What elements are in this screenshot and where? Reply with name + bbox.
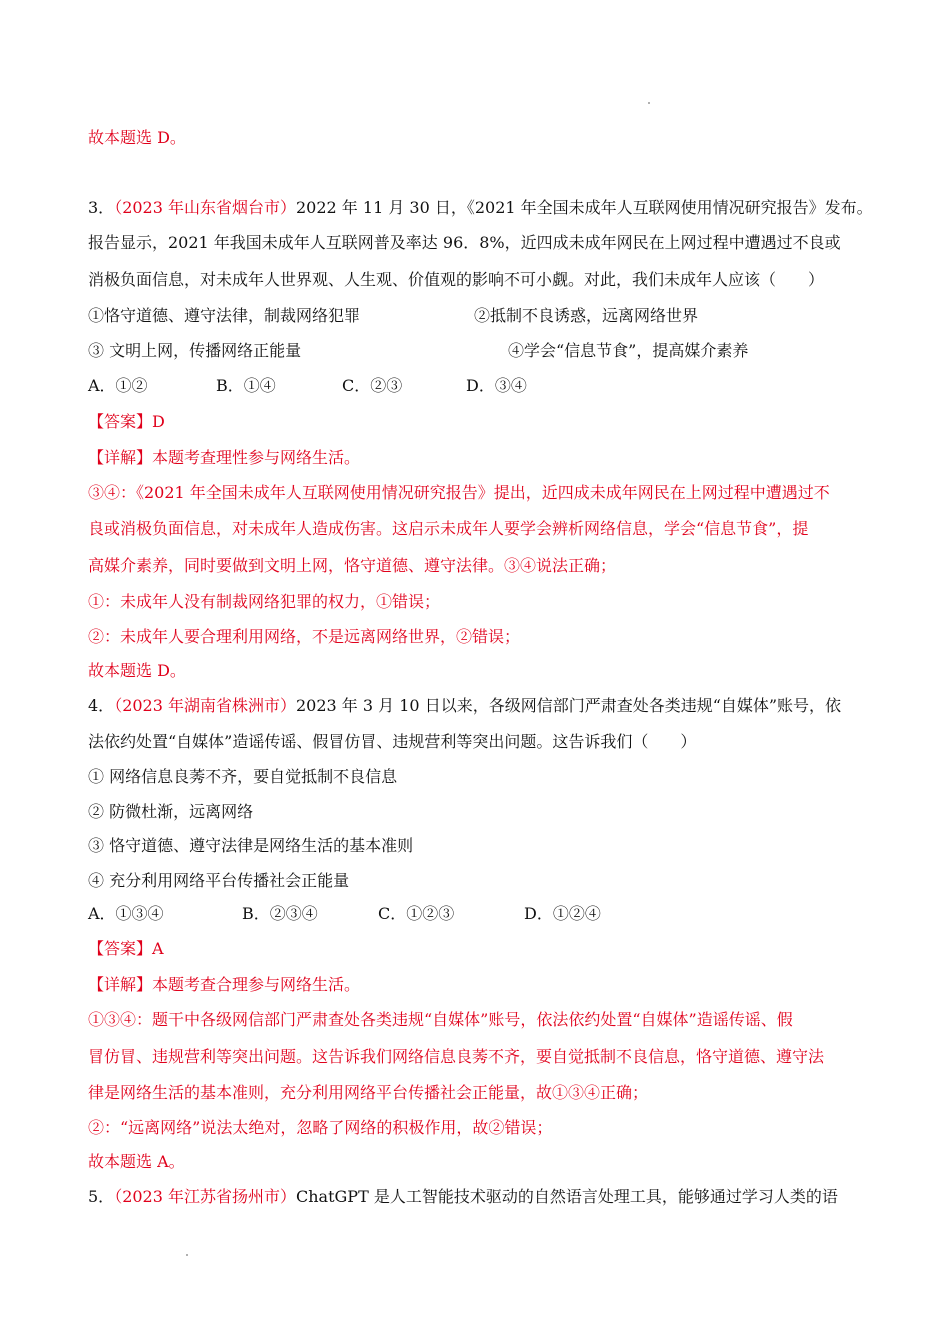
q3-answer-value: D [152,412,165,431]
q3-answer-tag: 【答案】 [88,412,153,431]
q3-choice-c: C．②③ [342,376,403,395]
q3-stem-line3: 消极负面信息，对未成年人世界观、人生观、价值观的影响不可小觑。对此，我们未成年人应该（ ） [88,270,825,289]
q4-stem-line1 [88,696,841,716]
q3-stem-line2: 报告显示，2021 年我国未成年人互联网普及率达 96．8%，近四成未成年网民在上网过程中遭遇过不良或 [88,233,841,252]
q3-detail-tag: 【详解】 [88,448,153,467]
q5-number: 5． [88,1187,115,1206]
q3-detail [88,448,360,468]
q3-stem-line1 [88,198,873,218]
q4-stem-line2: 法依约处置“自媒体”造谣传谣、假冒仿冒、违规营利等突出问题。这告诉我们（ ） [88,732,697,751]
top-conclusion: 故本题选 D。 [88,128,186,147]
q3-item-4: ④学会“信息节食”，提高媒介素养 [508,341,749,360]
scan-dot-bottom [186,1254,188,1256]
q3-conclusion: 故本题选 D。 [88,661,186,680]
q4-item-1: ① 网络信息良莠不齐，要自觉抵制不良信息 [88,767,398,786]
q4-choice-b: B．②③④ [242,904,318,923]
q3-choice-d: D．③④ [466,376,527,395]
q5-stem-line1 [88,1187,838,1207]
q3-number: 3． [88,198,115,217]
q5-stem-text: ChatGPT 是人工智能技术驱动的自然语言处理工具，能够通过学习人类的语 [296,1187,838,1206]
q4-detail [88,975,360,995]
q4-source: （2023 年湖南省株洲市） [114,696,296,715]
scan-dot [648,102,650,104]
q4-analysis-line3: 律是网络生活的基本准则，充分利用网络平台传播社会正能量，故①③④正确； [88,1083,649,1102]
q3-item-3: ③ 文明上网，传播网络正能量 [88,341,302,360]
q3-analysis-line3: 高媒介素养，同时要做到文明上网，恪守道德、遵守法律。③④说法正确； [88,556,617,575]
q4-choice-c: C．①②③ [378,904,455,923]
q3-analysis-line5: ②：未成年人要合理利用网络，不是远离网络世界，②错误； [88,627,521,646]
q3-analysis-line1: ③④：《2021 年全国未成年人互联网使用情况研究报告》提出，近四成未成年网民在上网过程中遭遇过不 [88,483,830,502]
q3-answer [88,412,165,432]
q3-stem-text: 2022 年 11 月 30 日，《2021 年全国未成年人互联网使用情况研究报告》发布。 [296,198,873,217]
q4-analysis-line2: 冒仿冒、违规营利等突出问题。这告诉我们网络信息良莠不齐，要自觉抵制不良信息，恪守道德、遵守法 [88,1047,825,1066]
q4-choice-a: A．①③④ [88,904,164,923]
q3-choice-b: B．①④ [216,376,276,395]
q4-number: 4． [88,696,115,715]
q4-detail-text: 本题考查合理参与网络生活。 [152,975,361,994]
q4-answer-value: A [152,939,164,958]
q4-stem-text: 2023 年 3 月 10 日以来，各级网信部门严肃查处各类违规“自媒体”账号，依 [296,696,842,715]
q4-detail-tag: 【详解】 [88,975,153,994]
q3-item-1: ①恪守道德、遵守法律，制裁网络犯罪 [88,306,361,325]
q4-item-2: ② 防微杜渐，远离网络 [88,802,254,821]
q3-analysis-line2: 良或消极负面信息，对未成年人造成伤害。这启示未成年人要学会辨析网络信息，学会“信息节食”，提 [88,519,809,538]
q4-analysis-line4: ②：“远离网络”说法太绝对，忽略了网络的积极作用，故②错误； [88,1118,553,1137]
q4-answer [88,939,164,959]
q4-answer-tag: 【答案】 [88,939,153,958]
q4-item-3: ③ 恪守道德、遵守法律是网络生活的基本准则 [88,836,414,855]
q5-source: （2023 年江苏省扬州市） [114,1187,296,1206]
q3-choice-a: A．①② [88,376,148,395]
q4-analysis-line1: ①③④：题干中各级网信部门严肃查处各类违规“自媒体”账号，依法依约处置“自媒体”造谣传谣、假 [88,1010,793,1029]
q3-detail-text: 本题考查理性参与网络生活。 [152,448,361,467]
q3-item-2: ②抵制不良诱惑，远离网络世界 [474,306,699,325]
q3-analysis-line4: ①：未成年人没有制裁网络犯罪的权力，①错误； [88,592,441,611]
q4-choice-d: D．①②④ [524,904,601,923]
q4-item-4: ④ 充分利用网络平台传播社会正能量 [88,871,350,890]
q3-source: （2023 年山东省烟台市） [114,198,296,217]
q4-conclusion: 故本题选 A。 [88,1152,185,1171]
